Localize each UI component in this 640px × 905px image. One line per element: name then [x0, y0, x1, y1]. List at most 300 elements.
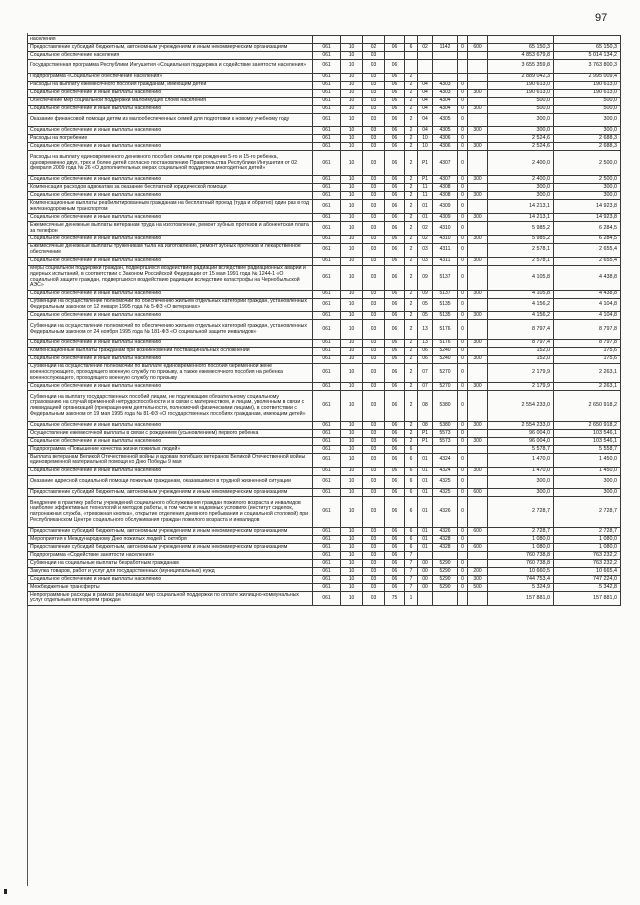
code-cell: 4303 — [433, 81, 458, 89]
code-cell: 4307 — [433, 176, 458, 184]
code-cell: 0 — [458, 497, 468, 528]
table-row — [28, 339, 621, 347]
code-cell: 08 — [418, 391, 433, 422]
row-name-cell: Социальное обеспечение и иные выплаты населению — [28, 290, 313, 298]
code-cell — [458, 445, 468, 453]
code-cell: 01 — [418, 467, 433, 475]
code-cell — [418, 52, 433, 60]
code-cell: 061 — [313, 467, 341, 475]
code-cell: 06 — [385, 453, 405, 467]
code-cell — [468, 113, 488, 127]
code-cell: 10 — [341, 192, 363, 200]
code-cell: 2 — [405, 243, 418, 257]
code-cell: 4304 — [433, 105, 458, 113]
code-cell: 07 — [418, 363, 433, 382]
amount-year2-cell: 2 995 009,4 — [554, 73, 621, 81]
amount-year2-cell: 300,0 — [554, 127, 621, 135]
table-row — [28, 89, 621, 97]
code-cell — [313, 36, 341, 44]
code-cell: 03 — [363, 143, 385, 151]
code-cell: 5290 — [433, 560, 458, 568]
table-row — [28, 536, 621, 544]
code-cell: 03 — [363, 552, 385, 560]
amount-year1-cell: 4 156,2 — [488, 298, 554, 312]
code-cell: 300 — [468, 214, 488, 222]
amount-year2-cell: 5 014 134,2 — [554, 52, 621, 60]
code-cell — [468, 347, 488, 355]
code-cell: 300 — [468, 290, 488, 298]
code-cell: 061 — [313, 298, 341, 312]
code-cell: 4305 — [433, 113, 458, 127]
code-cell: 4306 — [433, 135, 458, 143]
code-cell: 5573 — [433, 429, 458, 437]
code-cell: 01 — [418, 489, 433, 497]
code-cell: 06 — [385, 312, 405, 320]
code-cell: 0 — [458, 298, 468, 312]
code-cell: 10 — [341, 528, 363, 536]
amount-year2-cell: 5 342,8 — [554, 584, 621, 592]
code-cell: 061 — [313, 52, 341, 60]
code-cell — [418, 552, 433, 560]
row-name-cell: Меры социальной поддержки граждан, подвергшихся воздействию радиации вследствие радиационных аварий и ядерных испытаний, в соответствии с Законом Российской Федерации от 15 мая 1991 года № 1244-1 «О социальной защите граждан, подвергшихся воздействию радиации вследствие катастрофы на Чернобыльской АЭС» — [28, 265, 313, 290]
code-cell: 03 — [363, 536, 385, 544]
code-cell: 300 — [468, 312, 488, 320]
code-cell: 2 — [405, 89, 418, 97]
code-cell: 10 — [341, 560, 363, 568]
row-name-cell: Расходы на выплату ежемесячного пособия гражданам, имеющим детей — [28, 81, 313, 89]
code-cell: 1142 — [433, 44, 458, 52]
code-cell: 03 — [363, 176, 385, 184]
code-cell: 10 — [341, 363, 363, 382]
amount-year1-cell: 14 213,1 — [488, 214, 554, 222]
code-cell: 10 — [418, 135, 433, 143]
amount-year1-cell: 5 324,9 — [488, 584, 554, 592]
amount-year1-cell: 3 655 359,8 — [488, 60, 554, 74]
row-name-cell: Социальное обеспечение и иные выплаты населению — [28, 383, 313, 391]
code-cell: 10 — [341, 89, 363, 97]
code-cell: 4309 — [433, 214, 458, 222]
code-cell: 061 — [313, 73, 341, 81]
code-cell: 03 — [363, 151, 385, 176]
code-cell: 06 — [385, 176, 405, 184]
code-cell: 10 — [341, 445, 363, 453]
row-name-cell: Социальное обеспечение и иные выплаты населению — [28, 214, 313, 222]
amount-year1-cell: 1 470,0 — [488, 453, 554, 467]
code-cell — [468, 73, 488, 81]
code-cell: 5240 — [433, 355, 458, 363]
code-cell: 03 — [363, 89, 385, 97]
code-cell: 06 — [385, 429, 405, 437]
amount-year1-cell: 2 179,9 — [488, 383, 554, 391]
code-cell: 03 — [363, 312, 385, 320]
row-name-cell: Социальное обеспечение и иные выплаты населению — [28, 421, 313, 429]
code-cell: 06 — [385, 60, 405, 74]
code-cell: 2 — [405, 113, 418, 127]
code-cell: 06 — [385, 528, 405, 536]
code-cell: 03 — [363, 320, 385, 339]
code-cell: 2 — [405, 320, 418, 339]
code-cell: 06 — [385, 489, 405, 497]
amount-year1-cell: 152,0 — [488, 355, 554, 363]
code-cell: 5290 — [433, 568, 458, 576]
row-name-cell: Закупка товаров, работ и услуг для государственных (муниципальных) нужд — [28, 568, 313, 576]
table-row — [28, 467, 621, 475]
code-cell: 03 — [363, 214, 385, 222]
code-cell: 06 — [385, 339, 405, 347]
code-cell: 061 — [313, 135, 341, 143]
code-cell: 300 — [468, 339, 488, 347]
amount-year1-cell: 65 150,3 — [488, 44, 554, 52]
code-cell: 061 — [313, 347, 341, 355]
code-cell: 300 — [468, 176, 488, 184]
amount-year2-cell: 10 665,4 — [554, 568, 621, 576]
code-cell — [468, 298, 488, 312]
code-cell: 06 — [385, 151, 405, 176]
code-cell: 0 — [458, 584, 468, 592]
amount-year1-cell: 152,0 — [488, 347, 554, 355]
code-cell: 061 — [313, 383, 341, 391]
row-name-cell: населения — [28, 36, 313, 44]
amount-year1-cell — [488, 36, 554, 44]
code-cell: 09 — [418, 265, 433, 290]
code-cell: 02 — [418, 44, 433, 52]
table-row — [28, 347, 621, 355]
code-cell: 6 — [405, 44, 418, 52]
code-cell: 06 — [385, 192, 405, 200]
row-name-cell: Мероприятия к Международному Дню пожилых людей 1 октября — [28, 536, 313, 544]
code-cell: 10 — [341, 235, 363, 243]
table-row — [28, 257, 621, 265]
amount-year1-cell: 760 738,8 — [488, 560, 554, 568]
amount-year1-cell: 4 853 679,8 — [488, 52, 554, 60]
code-cell: 5573 — [433, 437, 458, 445]
amount-year2-cell: 2 688,3 — [554, 143, 621, 151]
amount-year2-cell: 2 728,7 — [554, 497, 621, 528]
code-cell: 10 — [341, 453, 363, 467]
code-cell: 10 — [341, 429, 363, 437]
row-name-cell: Субвенции на социальные выплаты безработным гражданам — [28, 560, 313, 568]
code-cell — [385, 52, 405, 60]
code-cell: 07 — [418, 383, 433, 391]
amount-year2-cell: 300,0 — [554, 489, 621, 497]
code-cell: 5270 — [433, 363, 458, 382]
code-cell: 03 — [363, 568, 385, 576]
amount-year1-cell: 300,0 — [488, 113, 554, 127]
code-cell: 03 — [363, 421, 385, 429]
amount-year2-cell: 175,6 — [554, 355, 621, 363]
budget-table — [27, 35, 621, 606]
code-cell: 061 — [313, 44, 341, 52]
code-cell: 0 — [458, 243, 468, 257]
code-cell: 6 — [405, 489, 418, 497]
code-cell: 061 — [313, 453, 341, 467]
code-cell: 300 — [468, 192, 488, 200]
code-cell: 061 — [313, 192, 341, 200]
code-cell: 03 — [363, 429, 385, 437]
code-cell: 03 — [363, 489, 385, 497]
table-row — [28, 176, 621, 184]
code-cell: 06 — [385, 97, 405, 105]
row-name-cell: Оказание финансовой помощи детям из малообеспеченных семей для подготовки к новому учебному году — [28, 113, 313, 127]
amount-year2-cell: 1 080,0 — [554, 544, 621, 552]
code-cell: 03 — [363, 560, 385, 568]
table-row — [28, 552, 621, 560]
code-cell: 061 — [313, 429, 341, 437]
amount-year2-cell: 2 655,4 — [554, 243, 621, 257]
code-cell: 300 — [468, 437, 488, 445]
code-cell: 7 — [405, 560, 418, 568]
amount-year2-cell: 2 500,0 — [554, 151, 621, 176]
code-cell: 2 — [405, 429, 418, 437]
code-cell: 300 — [468, 105, 488, 113]
code-cell: 04 — [418, 89, 433, 97]
code-cell: 06 — [385, 421, 405, 429]
code-cell: 06 — [385, 184, 405, 192]
code-cell — [458, 36, 468, 44]
code-cell: 0 — [458, 192, 468, 200]
amount-year2-cell: 4 438,8 — [554, 265, 621, 290]
amount-year2-cell: 3 763 800,3 — [554, 60, 621, 74]
table-row — [28, 312, 621, 320]
code-cell: 061 — [313, 243, 341, 257]
code-cell: 200 — [468, 568, 488, 576]
row-name-cell: Расходы на погребение — [28, 135, 313, 143]
amount-year1-cell: 2 554 233,0 — [488, 421, 554, 429]
code-cell: 061 — [313, 568, 341, 576]
table-row — [28, 200, 621, 214]
row-name-cell: Подпрограмма «Социальное обеспечение населения» — [28, 73, 313, 81]
code-cell: 061 — [313, 421, 341, 429]
code-cell: 06 — [385, 584, 405, 592]
code-cell: 0 — [458, 127, 468, 135]
code-cell: 061 — [313, 176, 341, 184]
table-row — [28, 127, 621, 135]
code-cell: 061 — [313, 584, 341, 592]
amount-year1-cell: 190 613,0 — [488, 89, 554, 97]
amount-year1-cell: 14 213,1 — [488, 200, 554, 214]
code-cell: 0 — [458, 151, 468, 176]
table-row — [28, 235, 621, 243]
code-cell: 06 — [385, 445, 405, 453]
row-name-cell: Социальное обеспечение и иные выплаты населению — [28, 192, 313, 200]
row-name-cell: Субвенции на осуществление полномочий по выплате единовременного пособия беременной жене военнослужащего, проходящего военную службу по призыву, а также ежемесячного пособия на ребенка военнослужащего, проходящего военную службу по призыву — [28, 363, 313, 382]
code-cell: 0 — [458, 421, 468, 429]
code-cell: 061 — [313, 290, 341, 298]
code-cell — [468, 151, 488, 176]
code-cell: 03 — [363, 60, 385, 74]
code-cell: 13 — [418, 320, 433, 339]
code-cell: 06 — [385, 363, 405, 382]
scan-artifact — [4, 889, 7, 894]
code-cell: 10 — [341, 391, 363, 422]
amount-year2-cell: 4 438,8 — [554, 290, 621, 298]
amount-year2-cell: 2 650 918,2 — [554, 391, 621, 422]
table-row — [28, 489, 621, 497]
code-cell — [458, 52, 468, 60]
code-cell: 0 — [458, 363, 468, 382]
code-cell: 01 — [418, 536, 433, 544]
amount-year1-cell: 300,0 — [488, 475, 554, 489]
code-cell: 061 — [313, 536, 341, 544]
code-cell: 10 — [341, 568, 363, 576]
table-row — [28, 243, 621, 257]
code-cell: 03 — [363, 445, 385, 453]
amount-year1-cell: 744 753,4 — [488, 576, 554, 584]
code-cell: 6 — [405, 536, 418, 544]
table-row — [28, 584, 621, 592]
code-cell: 10 — [341, 536, 363, 544]
code-cell: 500 — [468, 584, 488, 592]
code-cell: 06 — [385, 73, 405, 81]
code-cell: 03 — [363, 592, 385, 606]
code-cell: 06 — [385, 560, 405, 568]
amount-year1-cell: 190 613,0 — [488, 81, 554, 89]
code-cell: 01 — [418, 528, 433, 536]
code-cell: 4303 — [433, 89, 458, 97]
code-cell: 4328 — [433, 536, 458, 544]
code-cell: 1 — [405, 592, 418, 606]
amount-year2-cell: 300,0 — [554, 113, 621, 127]
amount-year1-cell: 1 470,0 — [488, 467, 554, 475]
code-cell: 0 — [458, 576, 468, 584]
code-cell — [468, 52, 488, 60]
code-cell: 300 — [468, 143, 488, 151]
code-cell: 2 — [405, 298, 418, 312]
code-cell — [468, 81, 488, 89]
code-cell — [468, 475, 488, 489]
code-cell: 03 — [363, 200, 385, 214]
code-cell: 03 — [363, 437, 385, 445]
row-name-cell: Обеспечение мер социальной поддержки малоимущих слоев населения — [28, 97, 313, 105]
amount-year1-cell: 760 738,8 — [488, 552, 554, 560]
code-cell: 75 — [385, 592, 405, 606]
code-cell: 06 — [385, 135, 405, 143]
amount-year2-cell: 6 284,5 — [554, 222, 621, 236]
code-cell — [468, 497, 488, 528]
code-cell: 0 — [458, 489, 468, 497]
code-cell: 061 — [313, 257, 341, 265]
table-row — [28, 475, 621, 489]
code-cell: 061 — [313, 320, 341, 339]
code-cell: 061 — [313, 544, 341, 552]
row-name-cell: Ежемесячные денежные выплаты ветеранам труда на изготовление, ремонт зубных протезов и абонентская плата за телефон — [28, 222, 313, 236]
code-cell — [433, 60, 458, 74]
amount-year2-cell: 4 104,8 — [554, 312, 621, 320]
amount-year1-cell: 96 004,0 — [488, 437, 554, 445]
code-cell: 0 — [458, 528, 468, 536]
code-cell: 03 — [363, 81, 385, 89]
code-cell: 10 — [341, 489, 363, 497]
code-cell: 03 — [363, 475, 385, 489]
code-cell: 10 — [341, 576, 363, 584]
code-cell: 06 — [385, 214, 405, 222]
code-cell: 10 — [341, 184, 363, 192]
code-cell: 2 — [405, 290, 418, 298]
amount-year2-cell: 2 655,4 — [554, 257, 621, 265]
code-cell: 06 — [385, 265, 405, 290]
row-name-cell: Социальное обеспечение и иные выплаты населению — [28, 89, 313, 97]
row-name-cell: Социальное обеспечение населения — [28, 52, 313, 60]
code-cell: 03 — [363, 52, 385, 60]
code-cell — [468, 592, 488, 606]
code-cell — [468, 453, 488, 467]
amount-year2-cell: 2 688,3 — [554, 135, 621, 143]
amount-year1-cell: 2 400,0 — [488, 151, 554, 176]
row-name-cell: Социальное обеспечение и иные выплаты населению — [28, 105, 313, 113]
code-cell: 061 — [313, 60, 341, 74]
code-cell: 10 — [341, 475, 363, 489]
code-cell: 10 — [341, 222, 363, 236]
amount-year2-cell: 300,0 — [554, 475, 621, 489]
code-cell: 10 — [341, 592, 363, 606]
amount-year1-cell: 157 881,0 — [488, 592, 554, 606]
code-cell: 10 — [341, 421, 363, 429]
code-cell: 05 — [418, 298, 433, 312]
code-cell: 13 — [418, 339, 433, 347]
code-cell: 06 — [418, 347, 433, 355]
code-cell — [341, 36, 363, 44]
code-cell — [468, 320, 488, 339]
code-cell: 2 — [405, 176, 418, 184]
amount-year1-cell: 8 797,4 — [488, 339, 554, 347]
code-cell: 06 — [385, 383, 405, 391]
code-cell: 7 — [405, 584, 418, 592]
code-cell: 0 — [458, 184, 468, 192]
budget-rows — [28, 36, 621, 606]
row-name-cell: Осуществление ежемесячной выплаты в связи с рождением (усыновлением) первого ребенка — [28, 429, 313, 437]
code-cell: 0 — [458, 44, 468, 52]
code-cell: 03 — [363, 135, 385, 143]
code-cell — [468, 560, 488, 568]
code-cell: 10 — [341, 143, 363, 151]
code-cell: 10 — [341, 347, 363, 355]
table-row — [28, 421, 621, 429]
code-cell: 0 — [458, 143, 468, 151]
table-row — [28, 429, 621, 437]
code-cell: 02 — [363, 44, 385, 52]
table-row — [28, 528, 621, 536]
code-cell: 4328 — [433, 544, 458, 552]
code-cell: 03 — [363, 97, 385, 105]
amount-year1-cell: 5 578,7 — [488, 445, 554, 453]
code-cell: 10 — [341, 135, 363, 143]
code-cell: 10 — [341, 243, 363, 257]
code-cell: 0 — [458, 347, 468, 355]
amount-year1-cell: 1 080,0 — [488, 544, 554, 552]
amount-year1-cell: 1 080,0 — [488, 536, 554, 544]
code-cell — [468, 445, 488, 453]
table-row — [28, 36, 621, 44]
amount-year2-cell: 14 923,8 — [554, 214, 621, 222]
row-name-cell: Непрограммные расходы в рамках реализации мер социальной поддержки по оплате жилищно-коммунальных услуг отдельным категориям граждан — [28, 592, 313, 606]
code-cell: 10 — [341, 257, 363, 265]
code-cell: 06 — [385, 497, 405, 528]
code-cell: 00 — [418, 560, 433, 568]
code-cell: 300 — [468, 383, 488, 391]
code-cell: 6 — [405, 497, 418, 528]
table-row — [28, 298, 621, 312]
code-cell: 6 — [405, 467, 418, 475]
code-cell: 0 — [458, 200, 468, 214]
table-row — [28, 497, 621, 528]
amount-year2-cell: 500,0 — [554, 105, 621, 113]
code-cell: 06 — [385, 105, 405, 113]
code-cell: 10 — [341, 290, 363, 298]
code-cell: 4325 — [433, 489, 458, 497]
code-cell: 04 — [418, 97, 433, 105]
code-cell: 06 — [385, 568, 405, 576]
code-cell: Р1 — [418, 151, 433, 176]
